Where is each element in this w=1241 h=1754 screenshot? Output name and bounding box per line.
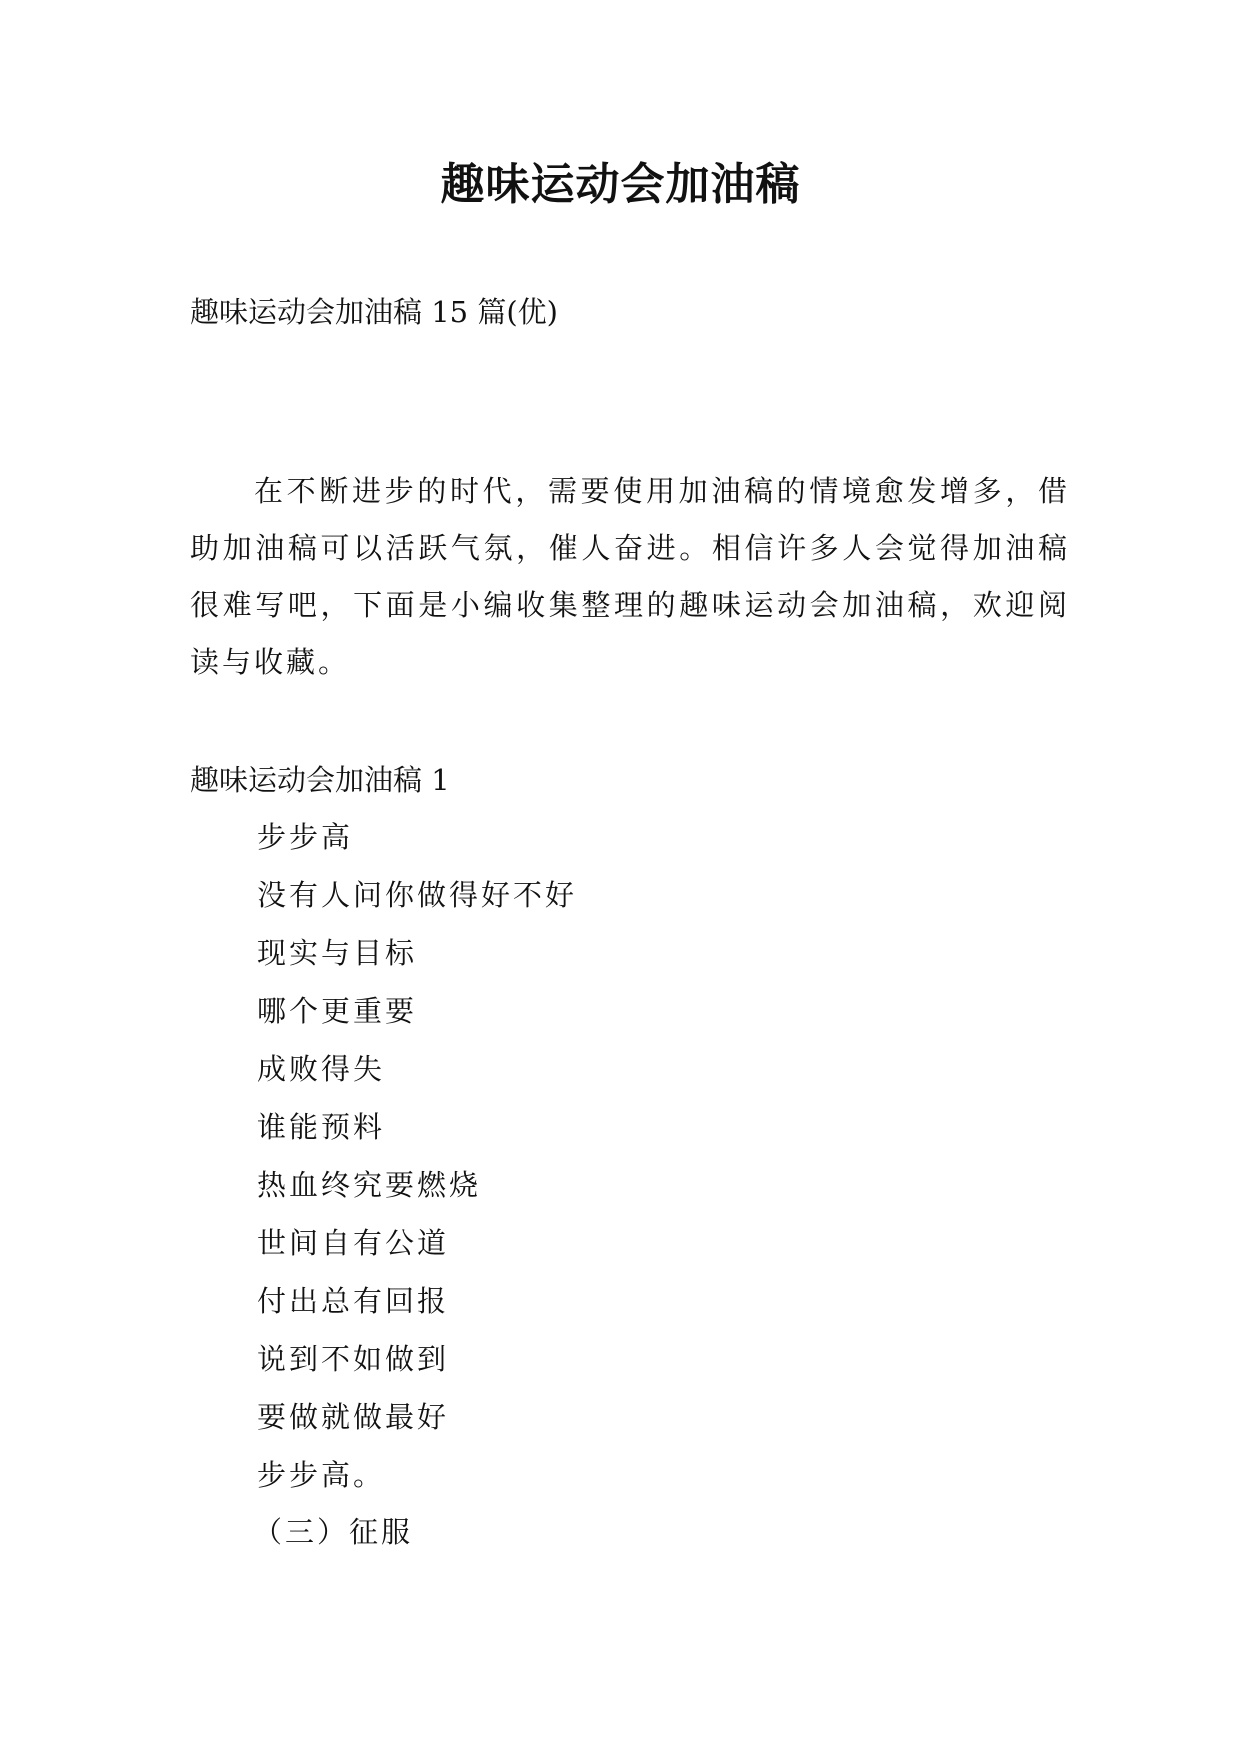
poem-line: 说到不如做到 xyxy=(257,1342,450,1376)
poem-lines xyxy=(257,808,577,1504)
poem-line: 哪个更重要 xyxy=(257,994,418,1028)
poem-line: 热血终究要燃烧 xyxy=(257,1168,482,1202)
next-section-heading: （三）征服 xyxy=(253,1515,414,1549)
document-subtitle: 趣味运动会加油稿 15 篇(优) xyxy=(190,295,558,329)
poem-line: 没有人问你做得好不好 xyxy=(257,878,578,912)
poem-line: 成败得失 xyxy=(257,1052,386,1086)
poem-line: 现实与目标 xyxy=(257,936,418,970)
poem-line: 步步高 xyxy=(257,820,354,854)
document-title: 趣味运动会加油稿 xyxy=(440,159,801,210)
poem-line: 步步高。 xyxy=(257,1458,386,1492)
poem-line: 谁能预料 xyxy=(257,1110,386,1144)
poem-line: 世间自有公道 xyxy=(257,1226,450,1260)
section-heading: 趣味运动会加油稿 1 xyxy=(190,763,450,797)
poem-line: 要做就做最好 xyxy=(257,1400,450,1434)
poem-line: 付出总有回报 xyxy=(257,1284,450,1318)
intro-paragraph: 在不断进步的时代，需要使用加油稿的情境愈发增多，借助加油稿可以活跃气氛，催人奋进。相信许多人会觉得加油稿很难写吧，下面是小编收集整理的趣味运动会加油稿，欢迎阅读与收藏。 xyxy=(190,474,1070,679)
